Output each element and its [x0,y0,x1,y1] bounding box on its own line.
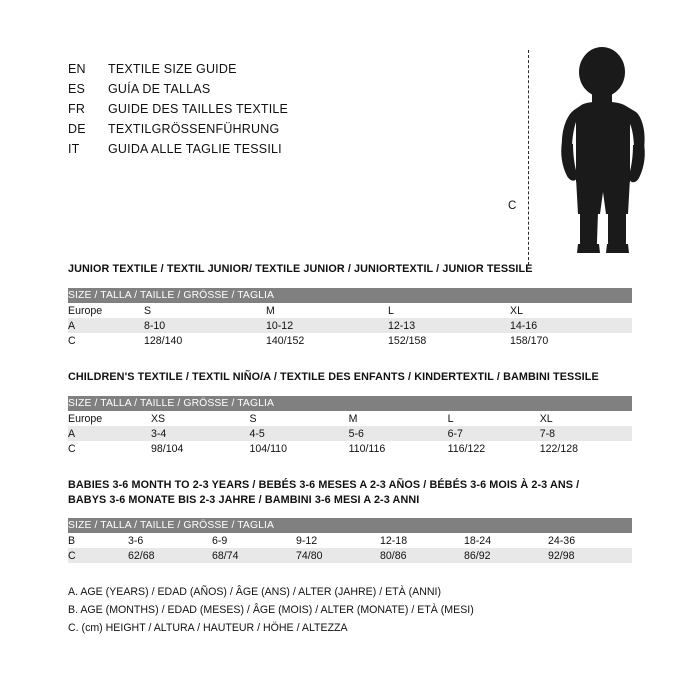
language-title-block [68,62,398,162]
babies-row-b-v5: 24-36 [548,533,632,548]
junior-row-c-label: C [68,333,144,348]
legend-line-c: C. (cm) HEIGHT / ALTURA / HAUTEUR / HÖHE / ALTEZZA [68,622,348,634]
language-text-it: GUIDA ALLE TAGLIE TESSILI [108,142,282,156]
height-dashed-line [528,50,529,265]
junior-table-band [68,288,632,303]
children-row-europe-v3: L [448,411,540,426]
children-row-europe-v1: S [249,411,348,426]
language-row-es [68,82,398,102]
child-figure-area [500,40,680,260]
language-code-de: DE [68,122,86,136]
table-row [68,441,632,456]
children-row-c-v0: 98/104 [151,441,249,456]
legend-line-a: A. AGE (YEARS) / EDAD (AÑOS) / ÂGE (ANS) / ALTER (JAHRE) / ETÀ (ANNI) [68,586,441,598]
junior-row-a-v3: 14-16 [510,318,632,333]
babies-row-c-v5: 92/98 [548,548,632,563]
junior-row-c-v1: 140/152 [266,333,388,348]
junior-row-c-v0: 128/140 [144,333,266,348]
children-row-europe-label: Europe [68,411,151,426]
legend-line-b: B. AGE (MONTHS) / EDAD (MESES) / ÂGE (MOIS) / ALTER (MONATE) / ETÀ (MESI) [68,604,474,616]
table-row [68,548,632,563]
children-row-c-label: C [68,441,151,456]
babies-size-table [68,518,632,563]
babies-row-b-v0: 3-6 [128,533,212,548]
junior-row-europe-v0: S [144,303,266,318]
junior-band-label: SIZE / TALLA / TAILLE / GRÖSSE / TAGLIA [68,288,632,303]
table-row [68,533,632,548]
children-row-c-v1: 104/110 [249,441,348,456]
language-row-fr [68,102,398,122]
children-row-c-v2: 110/116 [349,441,448,456]
children-row-a-v3: 6-7 [448,426,540,441]
child-silhouette-icon [540,42,670,257]
junior-row-a-v2: 12-13 [388,318,510,333]
children-band-label: SIZE / TALLA / TAILLE / GRÖSSE / TAGLIA [68,396,632,411]
language-text-es: GUÍA DE TALLAS [108,82,211,96]
children-size-table [68,396,632,456]
babies-title-line1: BABIES 3-6 MONTH TO 2-3 YEARS / BEBÉS 3-6 MESES A 2-3 AÑOS / BÉBÉS 3-6 MOIS À 2-3 ANS / [68,479,580,491]
language-text-fr: GUIDE DES TAILLES TEXTILE [108,102,289,116]
babies-row-c-label: C [68,548,128,563]
language-row-de [68,122,398,142]
children-section-title: CHILDREN'S TEXTILE / TEXTIL NIÑO/A / TEXTILE DES ENFANTS / KINDERTEXTIL / BAMBINI TESSILE [68,371,599,383]
table-row [68,333,632,348]
babies-row-c-v0: 62/68 [128,548,212,563]
junior-size-table [68,288,632,348]
children-row-a-v1: 4-5 [249,426,348,441]
babies-row-c-v1: 68/74 [212,548,296,563]
children-row-c-v4: 122/128 [540,441,632,456]
junior-row-a-v1: 10-12 [266,318,388,333]
junior-row-europe-v2: L [388,303,510,318]
children-row-c-v3: 116/122 [448,441,540,456]
babies-row-c-v2: 74/80 [296,548,380,563]
babies-title-line2: BABYS 3-6 MONATE BIS 2-3 JAHRE / BAMBINI 3-6 MESI A 2-3 ANNI [68,494,420,506]
language-code-fr: FR [68,102,86,116]
table-row [68,318,632,333]
junior-row-c-v3: 158/170 [510,333,632,348]
language-code-it: IT [68,142,80,156]
babies-row-b-v2: 9-12 [296,533,380,548]
children-table-band [68,396,632,411]
babies-band-label: SIZE / TALLA / TAILLE / GRÖSSE / TAGLIA [68,518,632,533]
junior-row-a-v0: 8-10 [144,318,266,333]
height-measure-label: C [508,200,517,212]
children-row-a-v4: 7-8 [540,426,632,441]
junior-row-c-v2: 152/158 [388,333,510,348]
junior-section-title: JUNIOR TEXTILE / TEXTIL JUNIOR/ TEXTILE JUNIOR / JUNIORTEXTIL / JUNIOR TESSILE [68,263,533,275]
junior-row-europe-v3: XL [510,303,632,318]
children-row-a-v0: 3-4 [151,426,249,441]
language-row-en [68,62,398,82]
babies-row-b-v3: 12-18 [380,533,464,548]
junior-row-a-label: A [68,318,144,333]
language-code-es: ES [68,82,86,96]
children-row-a-v2: 5-6 [349,426,448,441]
table-row [68,426,632,441]
children-row-europe-v0: XS [151,411,249,426]
junior-row-europe-label: Europe [68,303,144,318]
children-row-europe-v4: XL [540,411,632,426]
children-row-a-label: A [68,426,151,441]
babies-table-band [68,518,632,533]
language-text-en: TEXTILE SIZE GUIDE [108,62,237,76]
babies-row-b-label: B [68,533,128,548]
babies-section-title [68,478,579,508]
language-row-it [68,142,398,162]
legend-block [68,583,474,637]
language-code-en: EN [68,62,86,76]
babies-row-c-v3: 80/86 [380,548,464,563]
table-row [68,411,632,426]
children-row-europe-v2: M [349,411,448,426]
babies-row-b-v1: 6-9 [212,533,296,548]
table-row [68,303,632,318]
babies-row-b-v4: 18-24 [464,533,548,548]
language-text-de: TEXTILGRÖSSENFÜHRUNG [108,122,280,136]
babies-row-c-v4: 86/92 [464,548,548,563]
junior-row-europe-v1: M [266,303,388,318]
